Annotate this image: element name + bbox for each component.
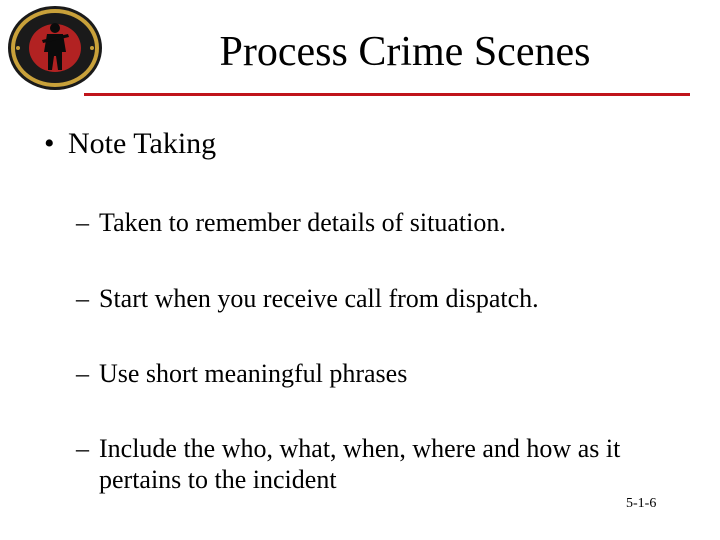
sub-bullet-text: Use short meaningful phrases bbox=[99, 359, 408, 388]
sub-bullet-text: Include the who, what, when, where and how as it pertains to the incident bbox=[99, 434, 621, 494]
bullet-symbol: • bbox=[44, 127, 55, 160]
soldier-emblem-icon bbox=[6, 4, 104, 92]
title-divider bbox=[84, 93, 690, 96]
dash-symbol: – bbox=[76, 434, 89, 463]
sub-bullet bbox=[76, 207, 676, 238]
sub-bullet-text: Start when you receive call from dispatch. bbox=[99, 284, 539, 313]
dash-symbol: – bbox=[76, 208, 89, 237]
main-bullet bbox=[44, 126, 216, 162]
sub-bullet bbox=[76, 283, 676, 314]
sub-bullet bbox=[76, 433, 676, 495]
sub-bullet bbox=[76, 358, 676, 389]
dash-symbol: – bbox=[76, 284, 89, 313]
slide-number: 5-1-6 bbox=[626, 496, 657, 511]
dash-symbol: – bbox=[76, 359, 89, 388]
main-bullet-text: Note Taking bbox=[68, 127, 217, 160]
center-for-security-forces-logo bbox=[6, 4, 104, 92]
page-title: Process Crime Scenes bbox=[219, 29, 591, 75]
sub-bullet-text: Taken to remember details of situation. bbox=[99, 208, 506, 237]
